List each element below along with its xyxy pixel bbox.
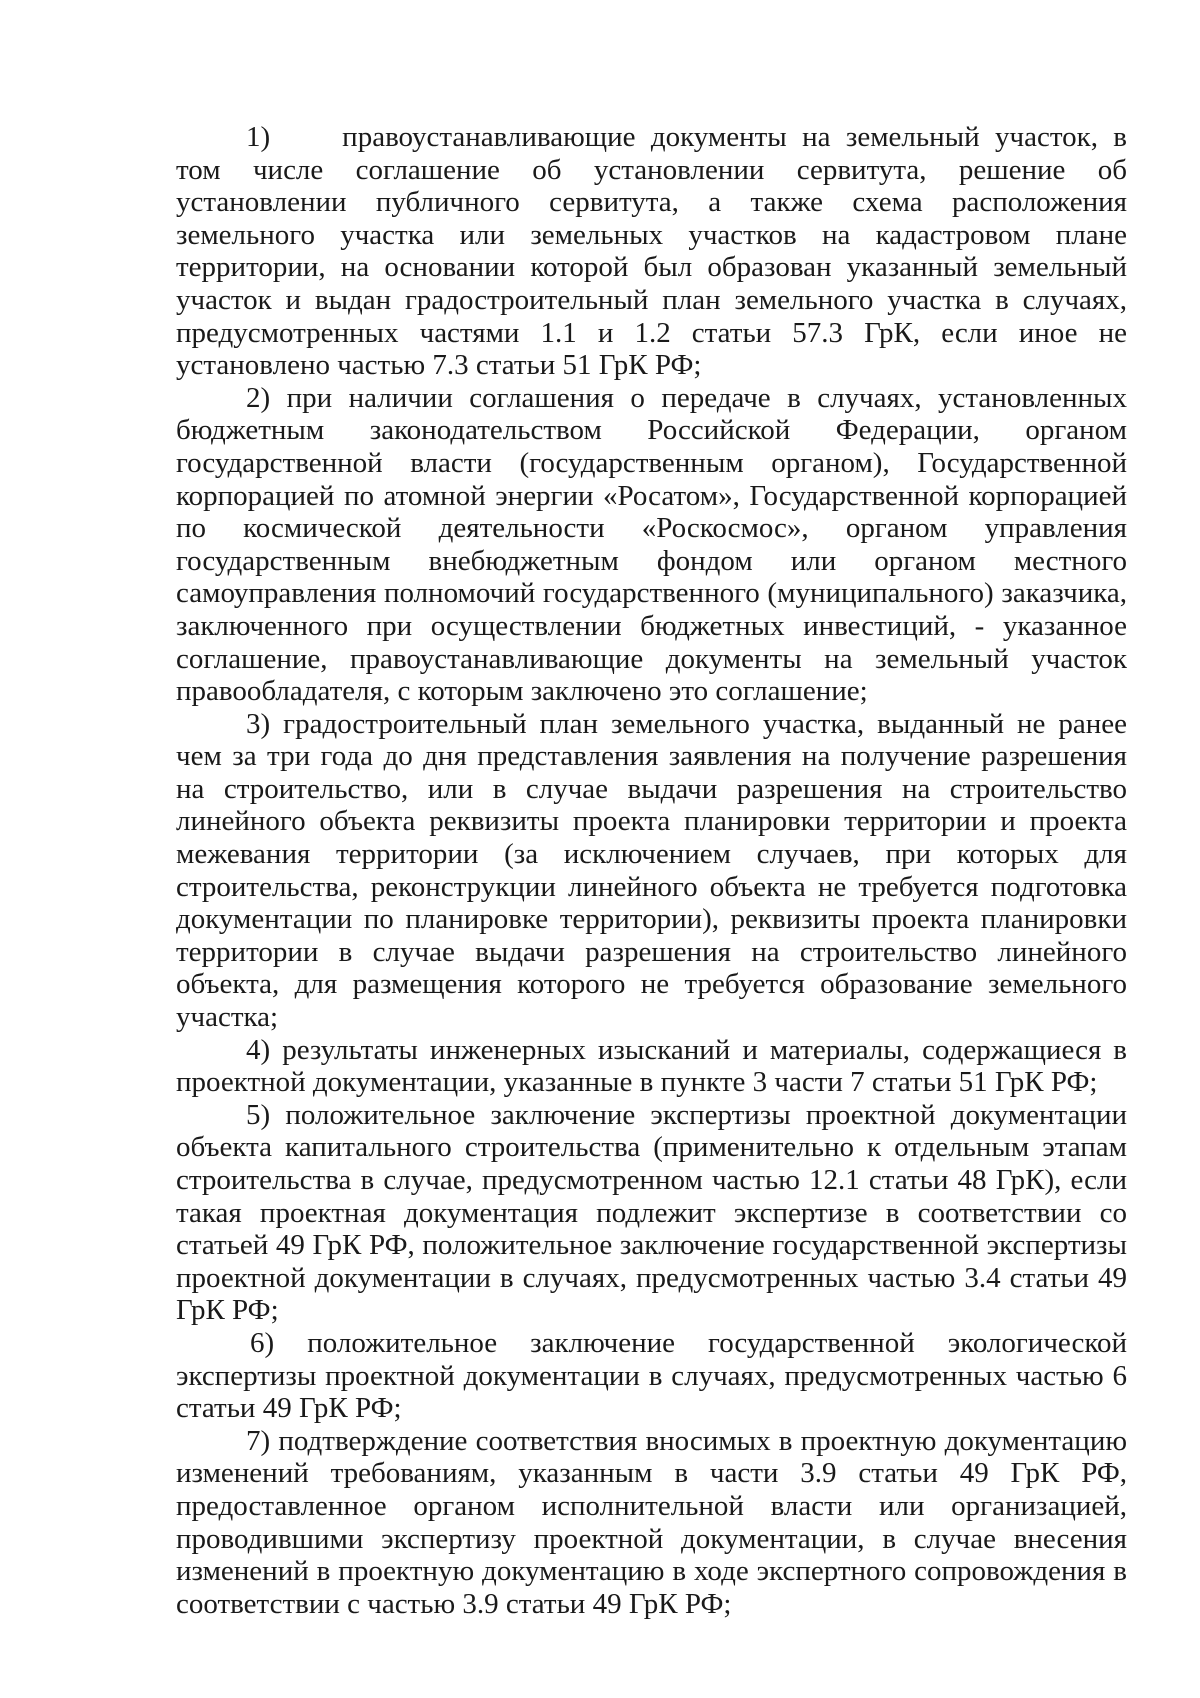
document-body xyxy=(176,121,1127,1620)
item-text: результаты инженерных изысканий и материалы, содержащиеся в проектной документации, указанные в пункте 3 части 7 статьи 51 ГрК РФ; xyxy=(176,1033,1128,1099)
item-number: 1) xyxy=(246,121,271,153)
item-text: правоустанавливающие документы на земельный участок, в том числе соглашение об установлении сервитута, решение об установлении публичного сервитута, а также схема расположения земельного участка или земельных участков на кадастровом плане территории, на основании которой был образован указанный земельный участок и выдан градостроительный план земельного участка в случаях, предусмотренных частями 1.1 и 1.2 статьи 57.3 ГрК, если иное не установлено частью 7.3 статьи 51 ГрК РФ; xyxy=(176,121,1127,382)
item-number: 6) xyxy=(250,1326,275,1359)
list-item-5 xyxy=(176,1099,1127,1327)
item-number: 5) xyxy=(246,1098,271,1131)
item-text: подтверждение соответствия вносимых в проектную документацию изменений требованиям, указанным в части 3.9 статьи 49 ГрК РФ, предоставленное органом исполнительной власти или организацией, проводившими экспертизу проектной документации, в случае внесения изменений в проектную документацию в ходе экспертного сопровождения в соответствии с частью 3.9 статьи 49 ГрК РФ; xyxy=(176,1424,1127,1620)
item-text: положительное заключение экспертизы проектной документации объекта капитального строительства (применительно к отдельным этапам строительства в случае, предусмотренном частью 12.1 статьи 48 ГрК), если такая проектная документация подлежит экспертизе в соответствии со статьей 49 ГрК РФ, положительное заключение государственной экспертизы проектной документации в случаях, предусмотренных частью 3.4 статьи 49 ГрК РФ; xyxy=(176,1098,1127,1327)
item-text: градостроительный план земельного участка, выданный не ранее чем за три года до дня представления заявления на получение разрешения на строительство, или в случае выдачи разрешения на строительство линейного объекта реквизиты проекта планировки территории и проекта межевания территории (за исключением случаев, при которых для строительства, реконструкции линейного объекта не требуется подготовка документации по планировке территории), реквизиты проекта планировки территории в случае выдачи разрешения на строительство линейного объекта, для размещения которого не требуется образование земельного участка; xyxy=(176,707,1127,1034)
item-number: 7) xyxy=(246,1424,271,1457)
list-item-1 xyxy=(176,121,1127,382)
list-item-4 xyxy=(176,1034,1127,1099)
list-item-6 xyxy=(176,1327,1127,1425)
list-item-3 xyxy=(176,708,1127,1034)
list-item-7 xyxy=(176,1425,1127,1621)
item-text: при наличии соглашения о передаче в случаях, установленных бюджетным законодательством Российской Федерации, органом государственной власти (государственным органом), Государственной корпорацией по атомной энергии «Росатом», Государственной корпорацией по космической деятельности «Роскосмос», органом управления государственным внебюджетным фондом или органом местного самоуправления полномочий государственного (муниципального) заказчика, заключенного при осуществлении бюджетных инвестиций, - указанное соглашение, правоустанавливающие документы на земельный участок правообладателя, с которым заключено это соглашение; xyxy=(176,381,1127,708)
item-number: 3) xyxy=(246,707,271,740)
item-text: положительное заключение государственной экологической экспертизы проектной документации в случаях, предусмотренных частью 6 статьи 49 ГрК РФ; xyxy=(176,1326,1128,1425)
item-number: 2) xyxy=(246,381,271,414)
list-item-2 xyxy=(176,382,1127,708)
item-number: 4) xyxy=(246,1033,271,1066)
